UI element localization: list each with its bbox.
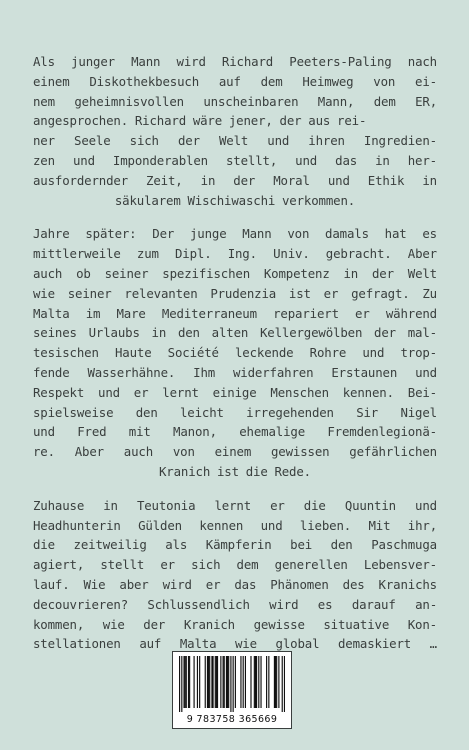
text-line: tesischen Haute Société leckende Rohre und trop- xyxy=(33,345,437,361)
barcode-bar xyxy=(235,656,236,708)
text-line: lauf. Wie aber wird er das Phänomen des Kranichs xyxy=(33,576,437,592)
barcode-bar xyxy=(278,656,279,708)
barcode-bar xyxy=(250,656,251,708)
text-line: Zuhause in Teutonia lernt er die Quuntin und xyxy=(33,497,437,513)
text-line: und Fred mit Manon, ehemalige Fremdenlegionä- xyxy=(33,424,437,440)
barcode-bar xyxy=(284,656,285,712)
paragraph-2 xyxy=(33,224,437,481)
text-line: spielsweise den leicht irregehenden Sir Nigel xyxy=(33,404,437,420)
barcode-bar xyxy=(194,656,195,708)
barcode-bar xyxy=(228,656,229,708)
barcode-bar xyxy=(282,656,283,712)
text-line: zen und Imponderablen stellt, und das in her- xyxy=(33,152,437,168)
barcode-bar xyxy=(183,656,184,708)
text-line: Malta im Mare Mediterraneum repariert er während xyxy=(33,305,437,321)
text-line: säkularem Wischiwaschi verkommen. xyxy=(114,192,356,208)
barcode-bar xyxy=(233,656,234,712)
barcode-bar xyxy=(212,656,213,708)
text-line: Jahre später: Der junge Mann von damals hat es xyxy=(33,226,437,242)
barcode-digits: 9 783758 365669 xyxy=(186,714,278,725)
back-cover-blurb xyxy=(33,52,437,668)
barcode-bar xyxy=(223,656,224,708)
barcode-bars xyxy=(179,656,285,712)
barcode-bar xyxy=(245,656,246,708)
barcode-bar xyxy=(179,656,180,712)
barcode-bar xyxy=(188,656,189,708)
text-line: agiert, stellt er sich dem generellen Lebensver- xyxy=(33,557,437,573)
barcode-bar xyxy=(186,656,187,708)
barcode-bar xyxy=(216,656,217,708)
barcode-bar xyxy=(220,656,221,708)
barcode-bar xyxy=(275,656,276,708)
barcode-bar xyxy=(274,656,275,708)
text-line: die zeitweilig als Kämpferin bei den Paschmuga xyxy=(33,537,437,553)
barcode-bar xyxy=(181,656,182,712)
barcode-bar xyxy=(217,656,218,708)
barcode-bar xyxy=(215,656,216,708)
barcode-bar xyxy=(258,656,259,708)
isbn-barcode xyxy=(172,651,292,729)
barcode-bar xyxy=(226,656,227,708)
text-line: nem geheimnisvollen unscheinbaren Mann, dem ER, xyxy=(33,93,437,109)
barcode-bar xyxy=(276,656,277,708)
text-line: Respekt und er lernt einige Menschen kennen. Bei- xyxy=(33,384,437,400)
text-line: mittlerweile zum Dipl. Ing. Univ. gebracht. Aber xyxy=(33,246,437,262)
barcode-bar xyxy=(230,656,231,712)
barcode-bar xyxy=(256,656,257,708)
text-line: Kranich ist die Rede. xyxy=(158,463,311,479)
barcode-bar xyxy=(209,656,210,708)
barcode-bar xyxy=(266,656,267,708)
barcode-bar xyxy=(227,656,228,708)
text-line: einem Diskothekbesuch auf dem Heimweg von ei- xyxy=(33,73,437,89)
barcode-bar xyxy=(240,656,241,708)
text-line: auch ob seiner spezifischen Kompetenz in der Welt xyxy=(33,265,437,281)
barcode-bar xyxy=(199,656,200,708)
text-line: ausfordernder Zeit, in der Moral und Ethik in xyxy=(33,172,437,188)
text-line: decouvrieren? Schlussendlich wird es darauf an- xyxy=(33,596,437,612)
barcode-bar xyxy=(205,656,206,708)
text-line: ner Seele sich der Welt und ihren Ingredien- xyxy=(33,133,437,149)
text-line: Als junger Mann wird Richard Peeters-Paling nach xyxy=(33,54,437,69)
barcode-bar xyxy=(254,656,255,708)
barcode-bar xyxy=(255,656,256,708)
barcode-bar xyxy=(224,656,225,708)
paragraph-1 xyxy=(33,52,437,210)
text-line: re. Aber auch von einem gewissen gefährlichen xyxy=(33,444,437,460)
text-line: fende Wasserhähne. Ihm widerfahren Erstaunen und xyxy=(33,364,437,380)
barcode-bar xyxy=(185,656,186,708)
barcode-bar xyxy=(207,656,208,708)
text-line: Headhunterin Gülden kennen und lieben. Mit ihr, xyxy=(33,517,437,533)
barcode-bar xyxy=(268,656,269,708)
barcode-bar xyxy=(189,656,190,708)
barcode-bar xyxy=(197,656,198,708)
text-line: angesprochen. Richard wäre jener, der aus rei- xyxy=(33,113,367,129)
text-line: kommen, wie der Kranich gewisse situative Kon- xyxy=(33,616,437,632)
barcode-bar xyxy=(243,656,244,708)
barcode-bar xyxy=(211,656,212,708)
paragraph-3 xyxy=(33,496,437,654)
text-line: seines Urlaubs in den alten Kellergewölben der mal- xyxy=(33,325,437,341)
barcode-bar xyxy=(208,656,209,708)
text-line: wie seiner relevanten Prudenzia ist er gefragt. Zu xyxy=(33,285,437,301)
text-line: stellationen auf Malta wie global demaskiert … xyxy=(33,636,437,652)
barcode-bar xyxy=(260,656,261,708)
